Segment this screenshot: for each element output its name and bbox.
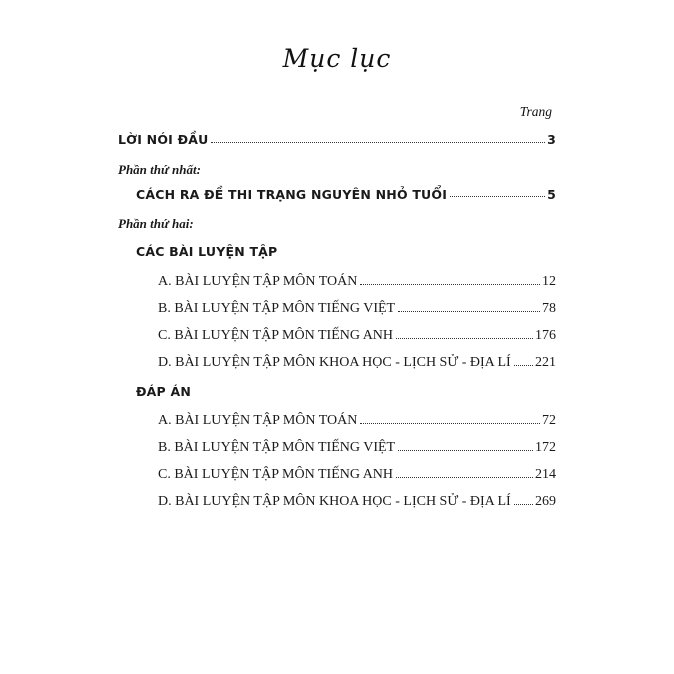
toc-entry[interactable] bbox=[118, 275, 556, 289]
toc-entry[interactable] bbox=[118, 468, 556, 482]
table-of-contents bbox=[118, 134, 556, 509]
toc-entry-label: C. BÀI LUYỆN TẬP MÔN TIẾNG ANH bbox=[158, 467, 394, 482]
toc-page-number: 3 bbox=[547, 132, 556, 147]
toc-entry-label: Phần thứ nhất: bbox=[118, 161, 201, 177]
toc-entry[interactable] bbox=[118, 356, 556, 370]
toc-page-number: 221 bbox=[535, 354, 556, 370]
page-column-header: Trang bbox=[519, 104, 552, 119]
toc-entry[interactable] bbox=[118, 329, 556, 343]
toc-leader-dots bbox=[514, 504, 533, 505]
toc-entry-label: B. BÀI LUYỆN TẬP MÔN TIẾNG VIỆT bbox=[158, 300, 396, 316]
toc-entry-label: C. BÀI LUYỆN TẬP MÔN TIẾNG ANH bbox=[158, 327, 394, 343]
toc-leader-dots bbox=[211, 142, 545, 143]
toc-leader-dots bbox=[450, 196, 545, 197]
toc-entry-label: A. BÀI LUYỆN TẬP MÔN TOÁN bbox=[158, 273, 358, 289]
toc-entry-label: LỜI NÓI ĐẦU bbox=[118, 132, 209, 147]
toc-page-number: 214 bbox=[535, 467, 556, 482]
toc-page-number: 5 bbox=[547, 186, 556, 202]
toc-entry-label: D. BÀI LUYỆN TẬP MÔN KHOA HỌC - LỊCH SỬ - ĐỊA LÍ bbox=[158, 494, 511, 509]
toc-page-number: 78 bbox=[542, 300, 556, 316]
toc-leader-dots bbox=[396, 338, 533, 339]
toc-entry-label: A. BÀI LUYỆN TẬP MÔN TOÁN bbox=[158, 413, 358, 428]
page-title: Mục lục bbox=[282, 44, 392, 73]
toc-page-number: 176 bbox=[535, 327, 556, 343]
toc-entry[interactable] bbox=[118, 302, 556, 316]
toc-entry[interactable] bbox=[118, 217, 556, 230]
toc-entry-label: D. BÀI LUYỆN TẬP MÔN KHOA HỌC - LỊCH SỬ - ĐỊA LÍ bbox=[158, 354, 511, 370]
toc-entry-label: ĐÁP ÁN bbox=[136, 383, 191, 399]
toc-entry[interactable] bbox=[118, 163, 556, 176]
toc-page-number: 269 bbox=[535, 494, 556, 509]
toc-entry[interactable] bbox=[118, 495, 556, 509]
toc-entry[interactable] bbox=[118, 246, 556, 259]
toc-entry[interactable] bbox=[118, 134, 556, 147]
toc-leader-dots bbox=[398, 311, 540, 312]
toc-entry[interactable] bbox=[118, 186, 556, 202]
toc-leader-dots bbox=[360, 423, 540, 424]
toc-entry-label: CÁC BÀI LUYỆN TẬP bbox=[136, 244, 278, 259]
toc-leader-dots bbox=[396, 477, 533, 478]
toc-entry[interactable] bbox=[118, 383, 556, 399]
toc-entry-label: CÁCH RA ĐỀ THI TRẠNG NGUYÊN NHỎ TUỔI bbox=[136, 186, 448, 202]
toc-entry-label: B. BÀI LUYỆN TẬP MÔN TIẾNG VIỆT bbox=[158, 440, 396, 455]
toc-leader-dots bbox=[514, 365, 533, 366]
toc-entry[interactable] bbox=[118, 414, 556, 428]
toc-leader-dots bbox=[398, 450, 533, 451]
toc-page-number: 172 bbox=[535, 440, 556, 455]
toc-page-number: 72 bbox=[542, 413, 556, 428]
toc-page-number: 12 bbox=[542, 273, 556, 289]
toc-entry[interactable] bbox=[118, 441, 556, 455]
toc-leader-dots bbox=[360, 284, 540, 285]
toc-entry-label: Phần thứ hai: bbox=[118, 216, 194, 231]
